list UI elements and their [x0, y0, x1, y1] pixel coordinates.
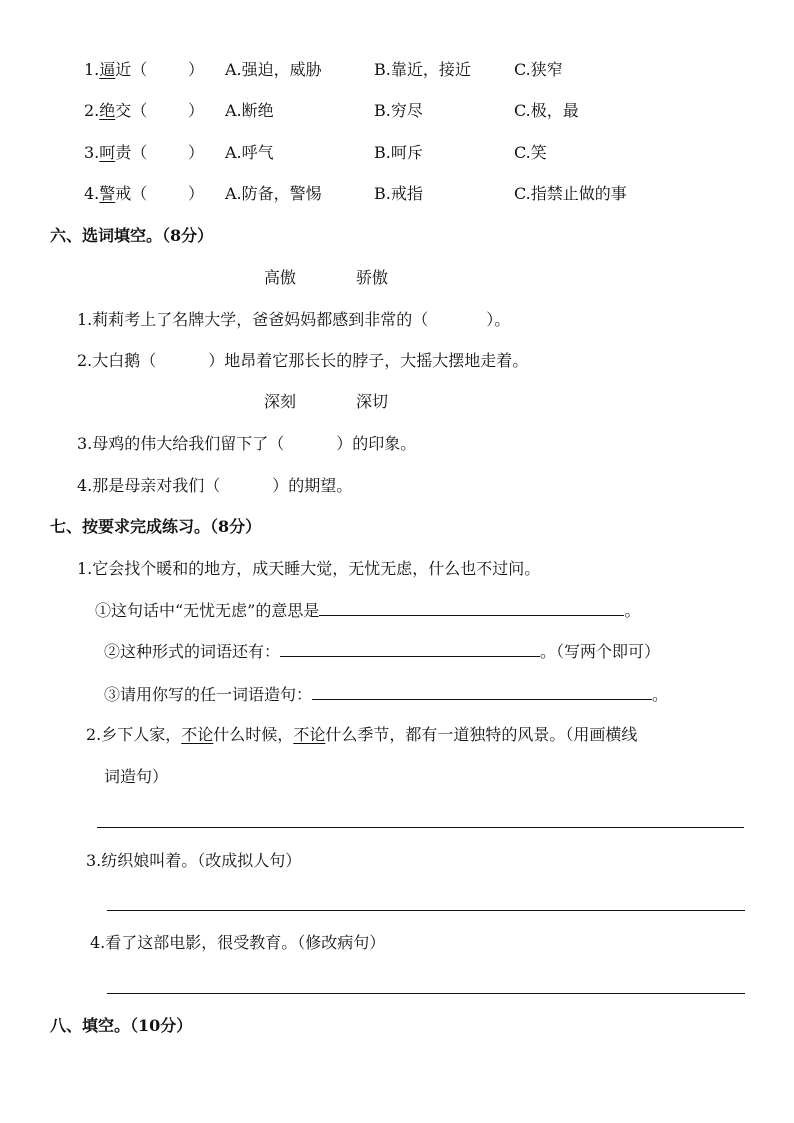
word-choice: 高傲: [264, 268, 297, 287]
underlined-char: 绝: [99, 101, 116, 120]
underlined-char: 逼: [99, 60, 116, 79]
option-c: C.狭窄: [514, 60, 563, 79]
option-c: C.指禁止做的事: [514, 184, 627, 203]
underlined-char: 呵: [99, 143, 116, 162]
answer-line[interactable]: [107, 993, 745, 994]
sub-question: ①这句话中“无忧无虑”的意思是 。: [95, 601, 641, 620]
word-choice: 深刻: [264, 392, 297, 411]
section-heading: 七、按要求完成练习。（8分）: [50, 517, 262, 536]
question-text: 1.它会找个暖和的地方，成天睡大觉，无忧无虑，什么也不过问。: [77, 559, 541, 578]
fill-sentence: 1.莉莉考上了名牌大学，爸爸妈妈都感到非常的（ ）。: [77, 310, 511, 329]
word-choice: 骄傲: [356, 268, 389, 287]
option-c: C.笑: [514, 143, 547, 162]
option-b: B.靠近，接近: [374, 60, 471, 79]
word-choice: 深切: [356, 392, 389, 411]
answer-blank[interactable]: [319, 600, 624, 616]
answer-line[interactable]: [107, 910, 745, 911]
section-heading: 八、填空。（10分）: [50, 1016, 193, 1035]
option-c: C.极，最: [514, 101, 579, 120]
answer-blank[interactable]: [312, 684, 652, 700]
fill-sentence: 2.大白鹅（ ）地昂着它那长长的脖子，大摇大摆地走着。: [77, 351, 529, 370]
option-a: A.强迫，威胁: [225, 60, 322, 79]
option-a: A.断绝: [225, 101, 274, 120]
sub-question: ②这种形式的词语还有： 。（写两个即可）: [104, 642, 661, 661]
underlined-char: 警: [99, 184, 116, 203]
option-a: A.呼气: [225, 143, 274, 162]
answer-paren: ）: [188, 60, 205, 79]
option-b: B.穷尽: [374, 101, 423, 120]
answer-paren: ）: [188, 143, 205, 162]
option-b: B.戒指: [374, 184, 423, 203]
fill-sentence: 4.那是母亲对我们（ ）的期望。: [77, 476, 353, 495]
option-a: A.防备，警惕: [225, 184, 322, 203]
fill-sentence: 3.母鸡的伟大给我们留下了（ ）的印象。: [77, 434, 417, 453]
answer-line[interactable]: [97, 827, 744, 828]
question-text: 4.看了这部电影，很受教育。（修改病句）: [90, 933, 386, 952]
answer-paren: ）: [188, 184, 205, 203]
question-text: 3.纺织娘叫着。（改成拟人句）: [86, 851, 302, 870]
question-text: 2.乡下人家，不论什么时候，不论什么季节，都有一道独特的风景。（用画横线: [86, 725, 638, 744]
answer-paren: ）: [188, 101, 205, 120]
question-text: 词造句）: [104, 767, 169, 786]
answer-blank[interactable]: [280, 641, 540, 657]
sub-question: ③请用你写的任一词语造句： 。: [104, 685, 669, 704]
option-b: B.呵斥: [374, 143, 423, 162]
section-heading: 六、选词填空。（8分）: [50, 226, 214, 245]
